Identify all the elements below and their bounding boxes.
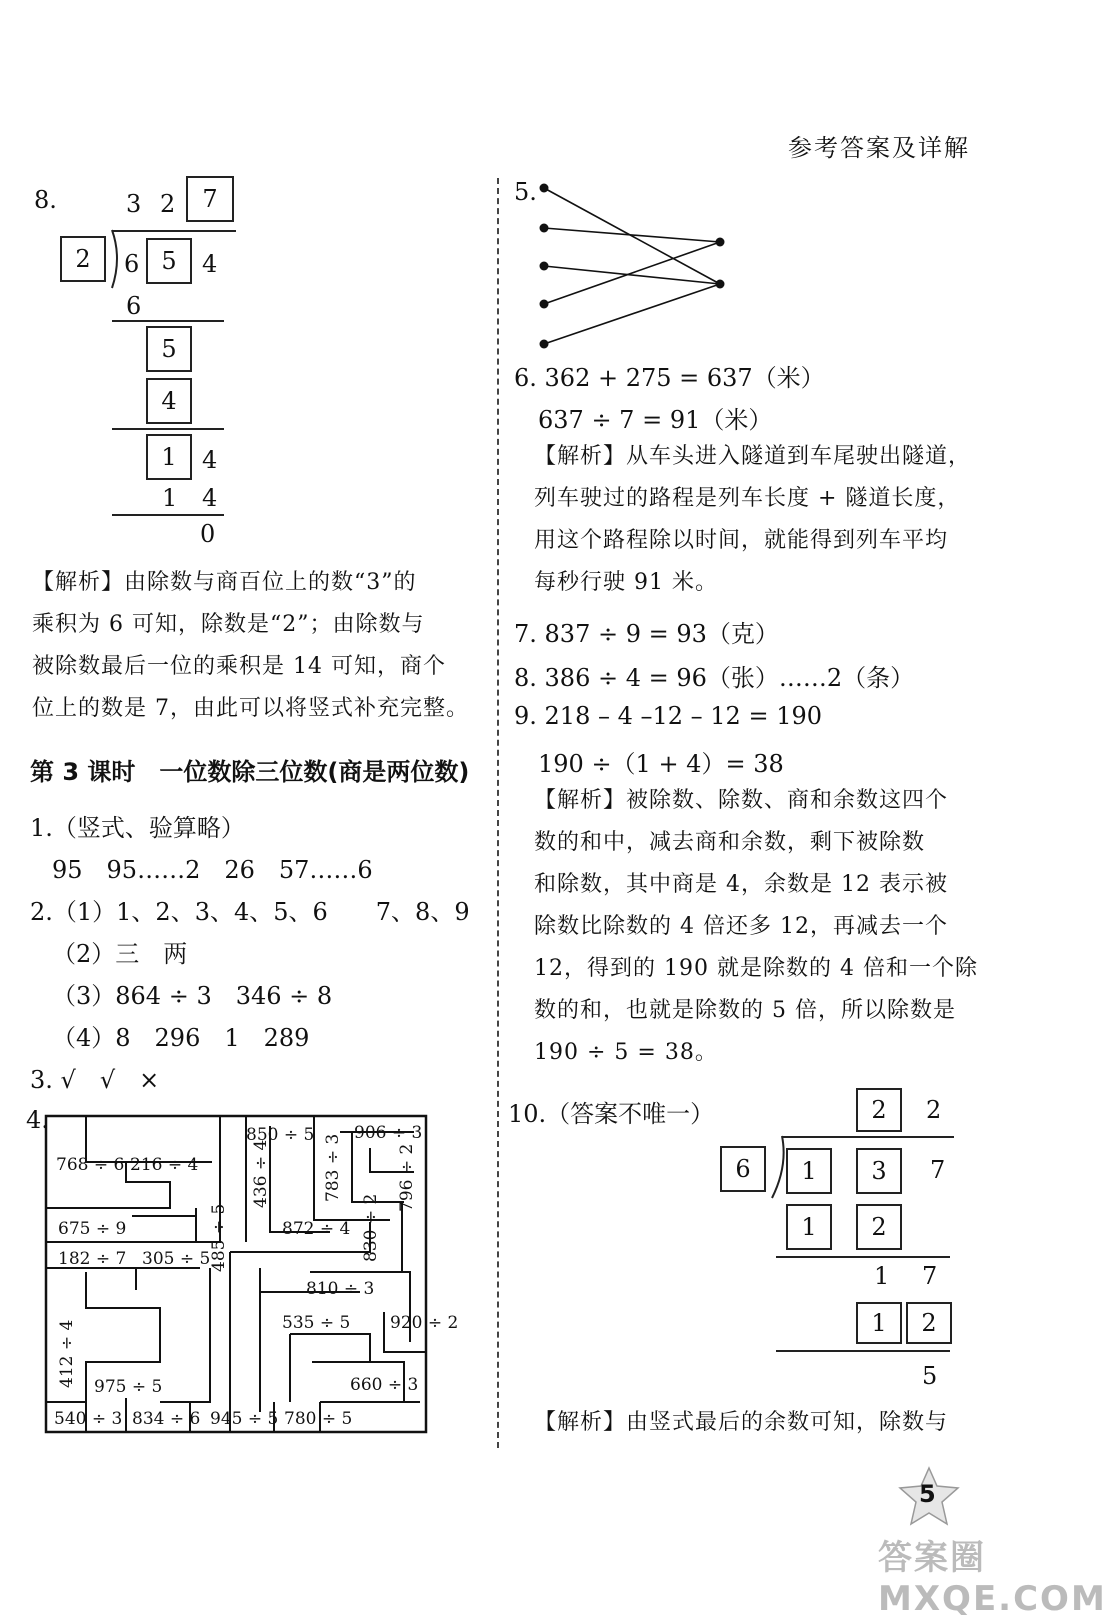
maze-label: 485 ÷ 5 [209, 1203, 229, 1272]
q8-quotient-box: 7 [186, 176, 234, 222]
maze-label: 783 ÷ 3 [323, 1133, 343, 1202]
maze-label: 920 ÷ 2 [390, 1313, 459, 1333]
maze-label: 675 ÷ 9 [58, 1219, 127, 1239]
q8-dividend-digit: 6 [124, 250, 140, 278]
maze-label: 830 ÷ 2 [361, 1193, 381, 1262]
q8-step: 4 [202, 446, 218, 474]
maze-label: 768 ÷ 6 [56, 1155, 125, 1175]
q10-dividend-digit: 7 [930, 1156, 946, 1184]
q8-number: 8. [34, 186, 57, 214]
q10-step-line [776, 1256, 950, 1258]
q10-step-box: 2 [856, 1204, 902, 1250]
q8-step-box: 4 [146, 378, 192, 424]
q8-step: 1 [162, 484, 178, 512]
lesson-title: 第 3 课时 一位数除三位数(商是两位数) [30, 758, 470, 786]
maze-label: 945 ÷ 5 [210, 1409, 279, 1429]
q4-number: 4. [26, 1106, 49, 1134]
maze-label: 660 ÷ 3 [350, 1375, 419, 1395]
q10-line1: 10.（答案不唯一） [508, 1100, 715, 1128]
page-number: 5 [919, 1480, 936, 1508]
q8-step: 4 [202, 484, 218, 512]
maze-label: 182 ÷ 7 [58, 1249, 127, 1269]
maze-label: 975 ÷ 5 [94, 1377, 163, 1397]
q8-step: 6 [126, 292, 142, 320]
q10-step-digit: 7 [922, 1262, 938, 1290]
q8-quotient-digit: 2 [160, 190, 176, 218]
q10-step-box: 1 [786, 1204, 832, 1250]
q7-answer: 7. 837 ÷ 9 = 93（克） [514, 620, 779, 648]
maze-label: 780 ÷ 5 [284, 1409, 353, 1429]
q10-step-digit: 1 [874, 1262, 890, 1290]
maze-label: 872 ÷ 4 [282, 1219, 351, 1239]
q8-dividend-digit: 4 [202, 250, 218, 278]
q8-remainder: 0 [200, 520, 216, 548]
q10-dividend-box: 1 [786, 1148, 832, 1194]
q8-division-bar [112, 230, 236, 232]
q2-line2: （2）三 两 [52, 940, 188, 968]
q9-line1: 9. 218 – 4 –12 – 12 = 190 [514, 702, 823, 730]
maze-label: 436 ÷ 4 [251, 1139, 271, 1208]
column-divider [497, 178, 499, 1448]
q3-answer: 3. √ √ × [30, 1066, 160, 1094]
maze-label: 834 ÷ 6 [132, 1409, 201, 1429]
maze-label: 850 ÷ 5 [246, 1125, 315, 1145]
q10-quotient-digit: 2 [926, 1096, 942, 1124]
maze-label: 810 ÷ 3 [306, 1279, 375, 1299]
q1-line1: 1.（竖式、验算略） [30, 814, 245, 842]
q9-analysis: 【解析】被除数、除数、商和余数这四个 数的和中，减去商和余数，剩下被除数 和除数，其中商是 4，余数是 12 表示被 除数比除数的 4 倍还多 12，再减去一个 12，得到的 190 就是除数的 4 倍和一个除 数的和，也就是除数的 5 倍，所以除数是 190 ÷ 5 = 38。 [534, 788, 978, 1065]
maze-label: 305 ÷ 5 [142, 1249, 211, 1269]
q8-step-box: 5 [146, 326, 192, 372]
q10-division-bar [782, 1136, 954, 1138]
q8-divisor-box: 2 [60, 236, 106, 282]
q6-analysis: 【解析】从车头进入隧道到车尾驶出隧道， 列车驶过的路程是列车长度 + 隧道长度， 用这个路程除以时间，就能得到列车平均 每秒行驶 91 米。 [534, 444, 972, 595]
q10-dividend-box: 3 [856, 1148, 902, 1194]
q5-number: 5. [514, 178, 537, 206]
q8-step-line [112, 428, 224, 430]
q8-analysis: 【解析】由除数与商百位上的数“3”的 乘积为 6 可知，除数是“2”；由除数与 被除数最后一位的乘积是 14 可知，商个 位上的数是 7，由此可以将竖式补充完整。 [32, 570, 469, 721]
q10-remainder: 5 [922, 1362, 938, 1390]
q10-quotient-box: 2 [856, 1088, 902, 1132]
q4-maze [40, 1112, 459, 1438]
q10-step-line [776, 1350, 950, 1352]
q6-line2: 637 ÷ 7 = 91（米） [538, 406, 773, 434]
q10-analysis: 【解析】由竖式最后的余数可知，除数与 [534, 1410, 949, 1435]
q10-step-box: 2 [906, 1302, 952, 1344]
q5-matching-lines [536, 180, 732, 350]
maze-label: 535 ÷ 5 [282, 1313, 351, 1333]
q1-line2: 95 95……2 26 57……6 [52, 856, 373, 884]
q8-division-bracket [110, 230, 124, 290]
q8-quotient-digit: 3 [126, 190, 142, 218]
page-header: 参考答案及详解 [788, 134, 970, 162]
q8-step-line [112, 320, 224, 322]
q10-divisor-box: 6 [720, 1146, 766, 1192]
q2-line3: （3）864 ÷ 3 346 ÷ 8 [52, 982, 333, 1010]
q8-step-box: 1 [146, 434, 192, 480]
maze-label: 412 ÷ 4 [57, 1319, 77, 1388]
q8-answer: 8. 386 ÷ 4 = 96（张）……2（条） [514, 664, 915, 692]
q8-step-line [112, 514, 224, 516]
q2-line4: （4）8 296 1 289 [52, 1024, 310, 1052]
watermark: 答案圈 MXQE.COM [878, 1538, 1107, 1619]
q6-line1: 6. 362 + 275 = 637（米） [514, 364, 825, 392]
q2-line1: 2.（1）1、2、3、4、5、6 7、8、9 [30, 898, 470, 926]
q10-step-box: 1 [856, 1302, 902, 1344]
q9-line2: 190 ÷（1 + 4）= 38 [538, 750, 784, 778]
q8-dividend-box: 5 [146, 238, 192, 284]
maze-label: 906 ÷ 3 [354, 1123, 423, 1143]
maze-label: 796 ÷ 2 [397, 1143, 417, 1212]
q10-division-bracket [768, 1136, 788, 1200]
maze-label: 540 ÷ 3 [54, 1409, 123, 1429]
maze-label: 216 ÷ 4 [130, 1155, 199, 1175]
